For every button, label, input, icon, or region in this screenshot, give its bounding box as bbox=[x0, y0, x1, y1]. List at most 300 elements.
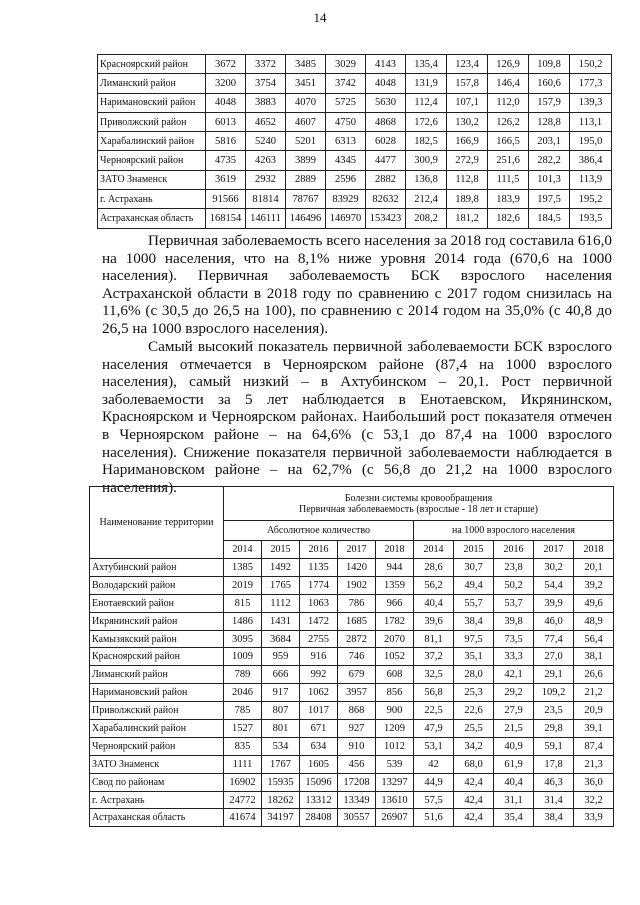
table-row bbox=[98, 93, 612, 112]
table-row bbox=[98, 112, 612, 131]
year-header: 2014 bbox=[414, 541, 454, 559]
value-cell: 36,0 bbox=[574, 773, 614, 791]
value-cell: 3095 bbox=[224, 630, 262, 648]
value-cell: 3619 bbox=[206, 170, 246, 189]
value-cell: 35,1 bbox=[454, 648, 494, 666]
table-row bbox=[90, 594, 614, 612]
top-table-body bbox=[98, 55, 612, 229]
value-cell: 38,4 bbox=[454, 612, 494, 630]
value-cell: 212,4 bbox=[406, 190, 447, 209]
value-cell: 146496 bbox=[286, 209, 326, 228]
value-cell: 77,4 bbox=[534, 630, 574, 648]
value-cell: 2596 bbox=[326, 170, 366, 189]
value-cell: 21,3 bbox=[574, 755, 614, 773]
value-cell: 166,5 bbox=[488, 132, 529, 151]
territory-name-cell: Астраханская область bbox=[98, 209, 206, 228]
table-row bbox=[90, 612, 614, 630]
value-cell: 109,2 bbox=[534, 684, 574, 702]
value-cell: 2882 bbox=[366, 170, 406, 189]
value-cell: 56,2 bbox=[414, 576, 454, 594]
value-cell: 157,8 bbox=[447, 74, 488, 93]
value-cell: 815 bbox=[224, 594, 262, 612]
value-cell: 3957 bbox=[338, 684, 376, 702]
value-cell: 131,9 bbox=[406, 74, 447, 93]
value-cell: 82632 bbox=[366, 190, 406, 209]
value-cell: 128,8 bbox=[529, 112, 570, 131]
table-row bbox=[90, 666, 614, 684]
value-cell: 917 bbox=[262, 684, 300, 702]
value-cell: 27,0 bbox=[534, 648, 574, 666]
top-statistics-table bbox=[97, 54, 612, 229]
value-cell: 539 bbox=[376, 755, 414, 773]
value-cell: 1486 bbox=[224, 612, 262, 630]
value-cell: 130,2 bbox=[447, 112, 488, 131]
value-cell: 2019 bbox=[224, 576, 262, 594]
value-cell: 3742 bbox=[326, 74, 366, 93]
table-row bbox=[90, 720, 614, 738]
value-cell: 1385 bbox=[224, 559, 262, 577]
value-cell: 3372 bbox=[246, 55, 286, 74]
value-cell: 5816 bbox=[206, 132, 246, 151]
territory-name-cell: г. Астрахань bbox=[90, 791, 224, 809]
value-cell: 5240 bbox=[246, 132, 286, 151]
value-cell: 182,6 bbox=[488, 209, 529, 228]
value-cell: 160,6 bbox=[529, 74, 570, 93]
value-cell: 1765 bbox=[262, 576, 300, 594]
value-cell: 83929 bbox=[326, 190, 366, 209]
value-cell: 6013 bbox=[206, 112, 246, 131]
value-cell: 3684 bbox=[262, 630, 300, 648]
value-cell: 3029 bbox=[326, 55, 366, 74]
territory-name-cell: Володарский район bbox=[90, 576, 224, 594]
value-cell: 916 bbox=[300, 648, 338, 666]
value-cell: 32,2 bbox=[574, 791, 614, 809]
value-cell: 5201 bbox=[286, 132, 326, 151]
table-row bbox=[98, 151, 612, 170]
value-cell: 868 bbox=[338, 702, 376, 720]
value-cell: 785 bbox=[224, 702, 262, 720]
value-cell: 1062 bbox=[300, 684, 338, 702]
value-cell: 1135 bbox=[300, 559, 338, 577]
value-cell: 61,9 bbox=[494, 755, 534, 773]
value-cell: 193,5 bbox=[570, 209, 612, 228]
value-cell: 1209 bbox=[376, 720, 414, 738]
value-cell: 3883 bbox=[246, 93, 286, 112]
value-cell: 47,9 bbox=[414, 720, 454, 738]
circulatory-disease-table bbox=[89, 486, 614, 827]
value-cell: 534 bbox=[262, 737, 300, 755]
territory-name-cell: Лиманский район bbox=[90, 666, 224, 684]
value-cell: 46,3 bbox=[534, 773, 574, 791]
value-cell: 73,5 bbox=[494, 630, 534, 648]
value-cell: 2046 bbox=[224, 684, 262, 702]
value-cell: 50,2 bbox=[494, 576, 534, 594]
value-cell: 3899 bbox=[286, 151, 326, 170]
year-header: 2014 bbox=[224, 541, 262, 559]
value-cell: 3200 bbox=[206, 74, 246, 93]
value-cell: 1605 bbox=[300, 755, 338, 773]
territory-name-cell: Икрянинский район bbox=[90, 612, 224, 630]
value-cell: 4048 bbox=[366, 74, 406, 93]
value-cell: 29,1 bbox=[534, 666, 574, 684]
value-cell: 4143 bbox=[366, 55, 406, 74]
table-row bbox=[90, 773, 614, 791]
value-cell: 3754 bbox=[246, 74, 286, 93]
value-cell: 107,1 bbox=[447, 93, 488, 112]
value-cell: 135,4 bbox=[406, 55, 447, 74]
value-cell: 126,9 bbox=[488, 55, 529, 74]
table-row bbox=[90, 791, 614, 809]
value-cell: 992 bbox=[300, 666, 338, 684]
value-cell: 55,7 bbox=[454, 594, 494, 612]
value-cell: 2932 bbox=[246, 170, 286, 189]
value-cell: 42,4 bbox=[454, 791, 494, 809]
value-cell: 900 bbox=[376, 702, 414, 720]
value-cell: 1012 bbox=[376, 737, 414, 755]
value-cell: 68,0 bbox=[454, 755, 494, 773]
value-cell: 39,6 bbox=[414, 612, 454, 630]
value-cell: 5725 bbox=[326, 93, 366, 112]
value-cell: 34,2 bbox=[454, 737, 494, 755]
value-cell: 25,3 bbox=[454, 684, 494, 702]
value-cell: 168154 bbox=[206, 209, 246, 228]
value-cell: 172,6 bbox=[406, 112, 447, 131]
value-cell: 4868 bbox=[366, 112, 406, 131]
value-cell: 679 bbox=[338, 666, 376, 684]
value-cell: 112,4 bbox=[406, 93, 447, 112]
value-cell: 1527 bbox=[224, 720, 262, 738]
value-cell: 31,4 bbox=[534, 791, 574, 809]
value-cell: 4048 bbox=[206, 93, 246, 112]
value-cell: 81814 bbox=[246, 190, 286, 209]
value-cell: 29,2 bbox=[494, 684, 534, 702]
value-cell: 27,9 bbox=[494, 702, 534, 720]
value-cell: 203,1 bbox=[529, 132, 570, 151]
value-cell: 181,2 bbox=[447, 209, 488, 228]
value-cell: 139,3 bbox=[570, 93, 612, 112]
value-cell: 20,1 bbox=[574, 559, 614, 577]
value-cell: 53,1 bbox=[414, 737, 454, 755]
value-cell: 13297 bbox=[376, 773, 414, 791]
value-cell: 272,9 bbox=[447, 151, 488, 170]
year-header: 2017 bbox=[338, 541, 376, 559]
value-cell: 386,4 bbox=[570, 151, 612, 170]
value-cell: 13610 bbox=[376, 791, 414, 809]
value-cell: 21,2 bbox=[574, 684, 614, 702]
value-cell: 2755 bbox=[300, 630, 338, 648]
territory-name-cell: Черноярский район bbox=[90, 737, 224, 755]
value-cell: 15096 bbox=[300, 773, 338, 791]
value-cell: 17,8 bbox=[534, 755, 574, 773]
value-cell: 183,9 bbox=[488, 190, 529, 209]
value-cell: 966 bbox=[376, 594, 414, 612]
value-cell: 23,8 bbox=[494, 559, 534, 577]
table-row bbox=[98, 170, 612, 189]
value-cell: 97,5 bbox=[454, 630, 494, 648]
value-cell: 2070 bbox=[376, 630, 414, 648]
value-cell: 1112 bbox=[262, 594, 300, 612]
territory-name-cell: Наримановский район bbox=[98, 93, 206, 112]
territory-name-cell: Наримановский район bbox=[90, 684, 224, 702]
value-cell: 3672 bbox=[206, 55, 246, 74]
value-cell: 910 bbox=[338, 737, 376, 755]
value-cell: 1902 bbox=[338, 576, 376, 594]
year-header: 2015 bbox=[454, 541, 494, 559]
table-row bbox=[98, 209, 612, 228]
value-cell: 251,6 bbox=[488, 151, 529, 170]
value-cell: 26,6 bbox=[574, 666, 614, 684]
value-cell: 42 bbox=[414, 755, 454, 773]
paragraph-primary-incidence: Первичная заболеваемость всего населения за 2018 год составила 616,0 на 1000 населения, что на 8,1% ниже уровня 2014 года (670,6 на 1000 населения). Первичная заболеваемость БСК взрослого населения Астраханской области в 2018 году по сравнению с 2017 годом снизилась на 11,6% (с 30,5 до 26,5 на 100), по сравнению с 2014 годом на 35,0% (с 40,8 до 26,5 на 1000 взрослого населения). bbox=[102, 232, 612, 337]
value-cell: 53,7 bbox=[494, 594, 534, 612]
value-cell: 1111 bbox=[224, 755, 262, 773]
value-cell: 2889 bbox=[286, 170, 326, 189]
value-cell: 17208 bbox=[338, 773, 376, 791]
territory-name-cell: Приволжский район bbox=[98, 112, 206, 131]
value-cell: 38,1 bbox=[574, 648, 614, 666]
header-absolute-count: Абсолютное количество bbox=[224, 521, 414, 541]
value-cell: 42,1 bbox=[494, 666, 534, 684]
value-cell: 959 bbox=[262, 648, 300, 666]
value-cell: 1492 bbox=[262, 559, 300, 577]
value-cell: 177,3 bbox=[570, 74, 612, 93]
territory-name-cell: ЗАТО Знаменск bbox=[90, 755, 224, 773]
table-row bbox=[90, 648, 614, 666]
year-header: 2016 bbox=[494, 541, 534, 559]
paragraph-regional-analysis: Самый высокий показатель первичной заболеваемости БСК взрослого населения отмечается в Черноярском районе (87,4 на 1000 взрослого населения), самый низкий – в Ахтубинском – 20,1. Рост первичной заболеваемости за 5 лет наблюдается в Енотаевском, Икрянинском, Красноярском и Черноярском районах. Наибольший рост показателя отмечен в Черноярском районе – на 64,6% (с 53,1 до 87,4 на 1000 взрослого населения). Снижение показателя первичной заболеваемости наблюдается в Наримановском районе – на 62,7% (с 56,8 до 21,2 на 1000 взрослого населения). bbox=[102, 338, 612, 496]
year-header: 2018 bbox=[376, 541, 414, 559]
value-cell: 1774 bbox=[300, 576, 338, 594]
value-cell: 59,1 bbox=[534, 737, 574, 755]
value-cell: 25,5 bbox=[454, 720, 494, 738]
value-cell: 1063 bbox=[300, 594, 338, 612]
value-cell: 197,5 bbox=[529, 190, 570, 209]
table-row bbox=[90, 737, 614, 755]
value-cell: 1685 bbox=[338, 612, 376, 630]
table-row bbox=[90, 809, 614, 827]
value-cell: 2872 bbox=[338, 630, 376, 648]
value-cell: 21,5 bbox=[494, 720, 534, 738]
value-cell: 789 bbox=[224, 666, 262, 684]
value-cell: 56,8 bbox=[414, 684, 454, 702]
value-cell: 13312 bbox=[300, 791, 338, 809]
value-cell: 456 bbox=[338, 755, 376, 773]
value-cell: 182,5 bbox=[406, 132, 447, 151]
value-cell: 49,4 bbox=[454, 576, 494, 594]
value-cell: 39,2 bbox=[574, 576, 614, 594]
value-cell: 101,3 bbox=[529, 170, 570, 189]
value-cell: 4750 bbox=[326, 112, 366, 131]
value-cell: 746 bbox=[338, 648, 376, 666]
value-cell: 634 bbox=[300, 737, 338, 755]
header-title-line2: Первичная заболеваемость (взрослые - 18 лет и старше) bbox=[299, 503, 538, 515]
value-cell: 801 bbox=[262, 720, 300, 738]
value-cell: 3485 bbox=[286, 55, 326, 74]
value-cell: 1782 bbox=[376, 612, 414, 630]
value-cell: 807 bbox=[262, 702, 300, 720]
value-cell: 1009 bbox=[224, 648, 262, 666]
value-cell: 42,4 bbox=[454, 773, 494, 791]
value-cell: 113,1 bbox=[570, 112, 612, 131]
year-header: 2015 bbox=[262, 541, 300, 559]
value-cell: 146111 bbox=[246, 209, 286, 228]
value-cell: 4607 bbox=[286, 112, 326, 131]
value-cell: 1767 bbox=[262, 755, 300, 773]
value-cell: 32,5 bbox=[414, 666, 454, 684]
table-row bbox=[90, 684, 614, 702]
year-header: 2018 bbox=[574, 541, 614, 559]
territory-name-cell: Красноярский район bbox=[90, 648, 224, 666]
value-cell: 40,4 bbox=[494, 773, 534, 791]
value-cell: 28,6 bbox=[414, 559, 454, 577]
value-cell: 4735 bbox=[206, 151, 246, 170]
value-cell: 4070 bbox=[286, 93, 326, 112]
value-cell: 5630 bbox=[366, 93, 406, 112]
value-cell: 6313 bbox=[326, 132, 366, 151]
header-territory: Наименование территории bbox=[90, 487, 224, 559]
value-cell: 282,2 bbox=[529, 151, 570, 170]
value-cell: 39,9 bbox=[534, 594, 574, 612]
value-cell: 1431 bbox=[262, 612, 300, 630]
territory-name-cell: Лиманский район bbox=[98, 74, 206, 93]
header-per-1000: на 1000 взрослого населения bbox=[414, 521, 614, 541]
territory-name-cell: Астраханская область bbox=[90, 809, 224, 827]
value-cell: 54,4 bbox=[534, 576, 574, 594]
value-cell: 1359 bbox=[376, 576, 414, 594]
value-cell: 35,4 bbox=[494, 809, 534, 827]
value-cell: 208,2 bbox=[406, 209, 447, 228]
value-cell: 1017 bbox=[300, 702, 338, 720]
value-cell: 1420 bbox=[338, 559, 376, 577]
value-cell: 51,6 bbox=[414, 809, 454, 827]
value-cell: 87,4 bbox=[574, 737, 614, 755]
value-cell: 49,6 bbox=[574, 594, 614, 612]
table-row bbox=[98, 132, 612, 151]
value-cell: 15935 bbox=[262, 773, 300, 791]
value-cell: 111,5 bbox=[488, 170, 529, 189]
value-cell: 157,9 bbox=[529, 93, 570, 112]
value-cell: 40,4 bbox=[414, 594, 454, 612]
value-cell: 38,4 bbox=[534, 809, 574, 827]
value-cell: 22,6 bbox=[454, 702, 494, 720]
page-number: 14 bbox=[313, 10, 327, 25]
value-cell: 78767 bbox=[286, 190, 326, 209]
table-row bbox=[98, 55, 612, 74]
value-cell: 184,5 bbox=[529, 209, 570, 228]
value-cell: 4345 bbox=[326, 151, 366, 170]
value-cell: 1052 bbox=[376, 648, 414, 666]
value-cell: 150,2 bbox=[570, 55, 612, 74]
value-cell: 40,9 bbox=[494, 737, 534, 755]
value-cell: 18262 bbox=[262, 791, 300, 809]
value-cell: 39,8 bbox=[494, 612, 534, 630]
territory-name-cell: г. Астрахань bbox=[98, 190, 206, 209]
value-cell: 666 bbox=[262, 666, 300, 684]
value-cell: 112,8 bbox=[447, 170, 488, 189]
table-row bbox=[90, 702, 614, 720]
value-cell: 57,5 bbox=[414, 791, 454, 809]
value-cell: 4263 bbox=[246, 151, 286, 170]
value-cell: 28,0 bbox=[454, 666, 494, 684]
value-cell: 44,9 bbox=[414, 773, 454, 791]
value-cell: 123,4 bbox=[447, 55, 488, 74]
value-cell: 6028 bbox=[366, 132, 406, 151]
territory-name-cell: Харабалинский район bbox=[90, 720, 224, 738]
territory-name-cell: Ахтубинский район bbox=[90, 559, 224, 577]
value-cell: 608 bbox=[376, 666, 414, 684]
value-cell: 37,2 bbox=[414, 648, 454, 666]
value-cell: 835 bbox=[224, 737, 262, 755]
value-cell: 26907 bbox=[376, 809, 414, 827]
value-cell: 41674 bbox=[224, 809, 262, 827]
header-title-line1: Болезни системы кровообращения bbox=[344, 492, 493, 504]
value-cell: 24772 bbox=[224, 791, 262, 809]
territory-name-cell: Камызякский район bbox=[90, 630, 224, 648]
header-table-title bbox=[224, 487, 614, 521]
table-row bbox=[90, 576, 614, 594]
value-cell: 13349 bbox=[338, 791, 376, 809]
value-cell: 109,8 bbox=[529, 55, 570, 74]
value-cell: 22,5 bbox=[414, 702, 454, 720]
value-cell: 189,8 bbox=[447, 190, 488, 209]
value-cell: 4477 bbox=[366, 151, 406, 170]
table-row bbox=[98, 74, 612, 93]
table-row bbox=[90, 630, 614, 648]
value-cell: 48,9 bbox=[574, 612, 614, 630]
territory-name-cell: Красноярский район bbox=[98, 55, 206, 74]
value-cell: 46,0 bbox=[534, 612, 574, 630]
value-cell: 146,4 bbox=[488, 74, 529, 93]
bottom-table-body bbox=[90, 559, 614, 827]
territory-name-cell: Черноярский район bbox=[98, 151, 206, 170]
value-cell: 30557 bbox=[338, 809, 376, 827]
value-cell: 146970 bbox=[326, 209, 366, 228]
value-cell: 112,0 bbox=[488, 93, 529, 112]
value-cell: 1472 bbox=[300, 612, 338, 630]
value-cell: 31,1 bbox=[494, 791, 534, 809]
value-cell: 927 bbox=[338, 720, 376, 738]
territory-name-cell: ЗАТО Знаменск bbox=[98, 170, 206, 189]
value-cell: 16902 bbox=[224, 773, 262, 791]
value-cell: 29,8 bbox=[534, 720, 574, 738]
table-row bbox=[98, 190, 612, 209]
value-cell: 23,5 bbox=[534, 702, 574, 720]
value-cell: 39,1 bbox=[574, 720, 614, 738]
value-cell: 28408 bbox=[300, 809, 338, 827]
value-cell: 3451 bbox=[286, 74, 326, 93]
value-cell: 126,2 bbox=[488, 112, 529, 131]
value-cell: 195,2 bbox=[570, 190, 612, 209]
value-cell: 30,2 bbox=[534, 559, 574, 577]
value-cell: 166,9 bbox=[447, 132, 488, 151]
territory-name-cell: Приволжский район bbox=[90, 702, 224, 720]
value-cell: 33,3 bbox=[494, 648, 534, 666]
value-cell: 30,7 bbox=[454, 559, 494, 577]
value-cell: 786 bbox=[338, 594, 376, 612]
value-cell: 671 bbox=[300, 720, 338, 738]
year-header: 2017 bbox=[534, 541, 574, 559]
territory-name-cell: Харабалинский район bbox=[98, 132, 206, 151]
year-header: 2016 bbox=[300, 541, 338, 559]
value-cell: 195,0 bbox=[570, 132, 612, 151]
value-cell: 153423 bbox=[366, 209, 406, 228]
value-cell: 113,9 bbox=[570, 170, 612, 189]
value-cell: 91566 bbox=[206, 190, 246, 209]
value-cell: 136,8 bbox=[406, 170, 447, 189]
value-cell: 56,4 bbox=[574, 630, 614, 648]
value-cell: 856 bbox=[376, 684, 414, 702]
table-row bbox=[90, 559, 614, 577]
